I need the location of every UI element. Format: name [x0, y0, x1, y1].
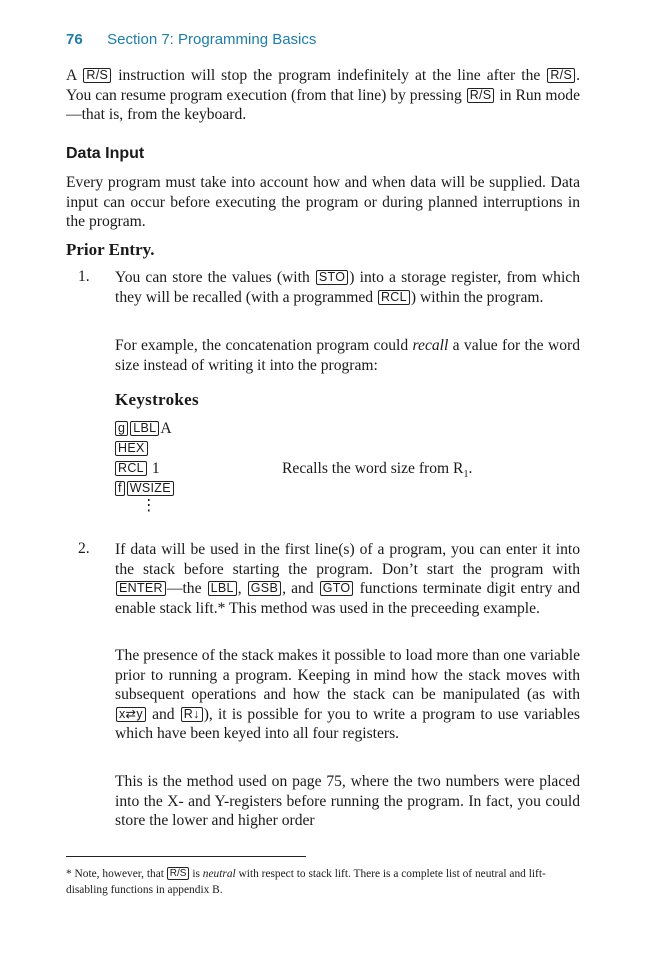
enter-key: ENTER [116, 581, 166, 596]
text: ) into a storage register, from which they will be recalled (with a programmed [115, 269, 581, 306]
text: with respect to stack lift. There is a complete list of neutral and lift-disabling functions in appendix B. [66, 868, 546, 896]
register-number: 1 [151, 460, 160, 477]
text: ), it is possible for you to write a program to use variables which have been keyed into all four registers. [115, 705, 580, 743]
roll-down-key: R↓ [181, 707, 203, 722]
data-input-heading: Data Input [66, 145, 145, 162]
text: . [468, 460, 473, 477]
page-number: 76 [66, 31, 83, 48]
list-number-1: 1. [78, 268, 90, 285]
lbl-key: LBL [208, 581, 237, 596]
rs-key: R/S [83, 68, 111, 83]
hex-key: HEX [115, 441, 148, 456]
lbl-key: LBL [130, 421, 159, 436]
gsb-key: GSB [248, 581, 281, 596]
data-input-paragraph: Every program must take into account how and when data will be supplied. Data input can occur before executing the program or during planned interruptions in the program. [66, 174, 580, 231]
text: * Note, however, that [66, 868, 164, 880]
item1-example-paragraph [115, 336, 580, 375]
x-exchange-y-key: x⇄y [116, 707, 146, 722]
wsize-key: WSIZE [127, 481, 174, 496]
rcl-key: RCL [378, 290, 410, 305]
footnote [66, 866, 586, 898]
text: . You can resume program execution (from that line) by pressing [66, 67, 580, 104]
intro-paragraph [66, 66, 580, 125]
text: and [152, 705, 175, 723]
text: —the [166, 580, 202, 598]
g-key: g [115, 421, 128, 436]
f-key: f [115, 481, 125, 496]
section-title: Section 7: Programming Basics [107, 31, 317, 48]
page-header [66, 31, 316, 49]
text: Recalls the word size from R [282, 460, 464, 477]
text: instruction will stop the program indefinitely at the line after the [118, 67, 541, 84]
keystrokes-heading: Keystrokes [115, 390, 199, 409]
label-a: A [160, 420, 172, 437]
text: You can store the values (with [115, 269, 310, 286]
keystroke-row [115, 460, 160, 480]
rs-key: R/S [547, 68, 575, 83]
prior-entry-heading: Prior Entry. [66, 240, 155, 259]
emphasis-text: neutral [202, 868, 236, 880]
rs-key: R/S [167, 867, 190, 880]
sto-key: STO [316, 270, 348, 285]
text: A [66, 67, 77, 84]
text: , [237, 580, 242, 598]
text: is [192, 868, 200, 880]
keystroke-description [282, 460, 472, 480]
item2-method-paragraph: This is the method used on page 75, where the two numbers were placed into the X- and Y-registers before running the program. In fact, you could store the lower and higher order [115, 773, 580, 830]
subscript: 1 [463, 469, 469, 481]
text: For example, the concatenation program could [115, 337, 409, 354]
keystroke-row [115, 440, 149, 460]
gto-key: GTO [320, 581, 354, 596]
text: The presence of the stack makes it possible to load more than one variable prior to running a program. Keeping in mind how the stack moves with subsequent operations and how the stack can be manipulated (as with [115, 647, 580, 704]
text: in Run mode—that is, from the keyboard. [66, 86, 581, 124]
item2-stack-paragraph [115, 646, 580, 744]
list-number-2: 2. [78, 540, 90, 557]
emphasis-text: recall [412, 337, 449, 354]
rs-key: R/S [467, 88, 495, 103]
text: ) within the program. [410, 288, 544, 306]
item2-paragraph [115, 540, 580, 618]
text: If data will be used in the first line(s) of a program, you can enter it into the stack before starting the program. Don’t start the program with [115, 541, 580, 578]
keystroke-row [115, 420, 172, 440]
text: a value for the word size instead of writing it into the program: [115, 337, 580, 374]
text: , and [282, 580, 314, 598]
footnote-divider [66, 856, 306, 857]
rcl-key: RCL [115, 461, 147, 476]
item1-paragraph [115, 268, 580, 307]
continuation-ellipsis: ⋮ [141, 497, 157, 514]
text: functions terminate digit entry and enable stack lift.* This method was used in the preceeding example. [115, 580, 580, 617]
